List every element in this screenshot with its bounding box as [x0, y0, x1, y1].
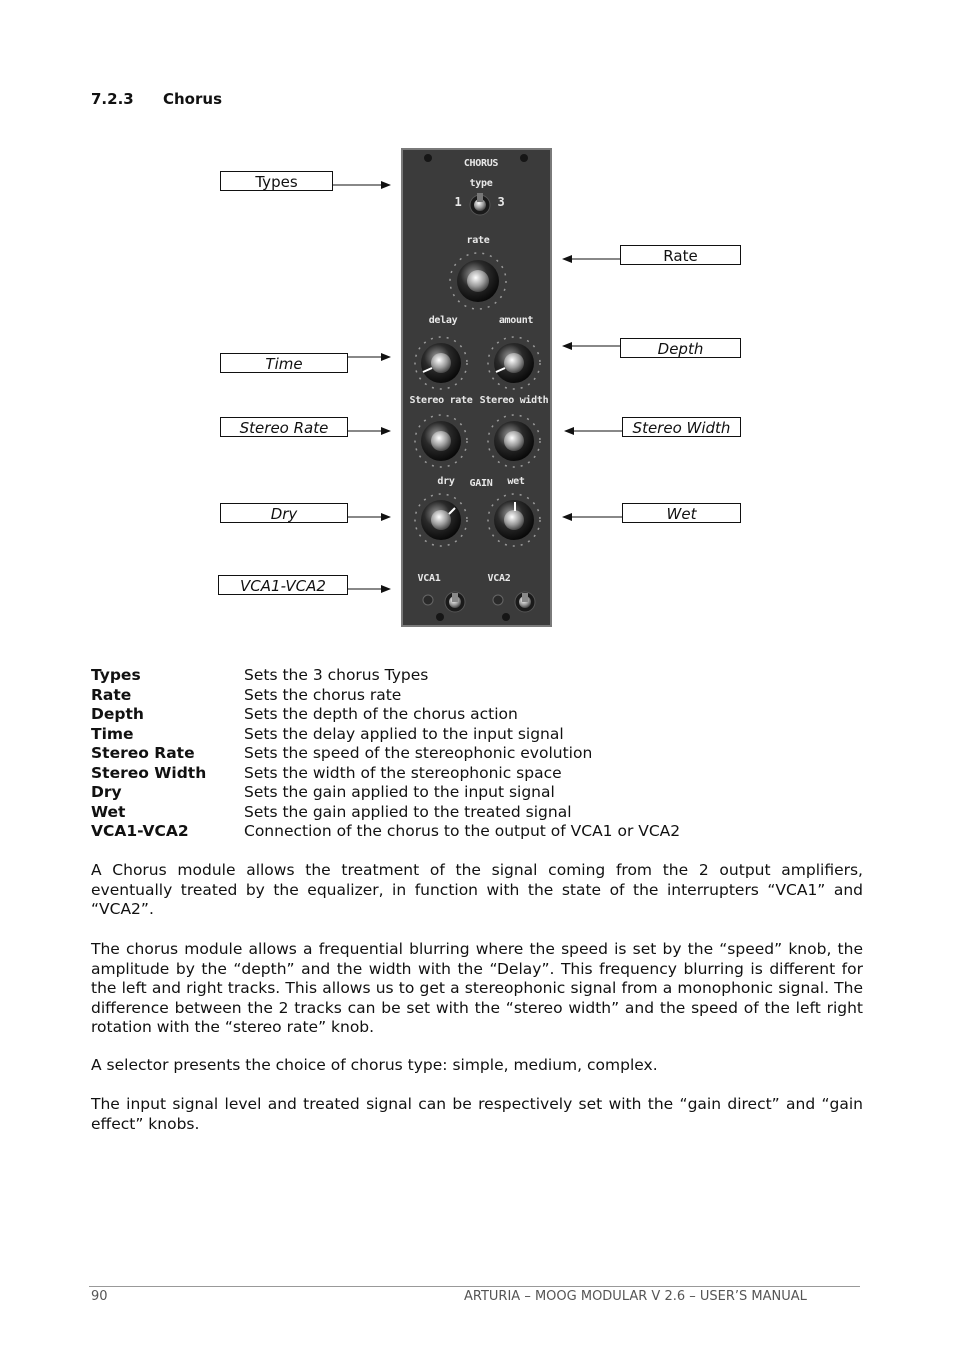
callout-depth: Depth	[620, 338, 741, 358]
definition-row	[91, 764, 680, 784]
definition-row	[91, 783, 680, 803]
definition-row	[91, 822, 680, 842]
footer-title: ARTURIA – MOOG MODULAR V 2.6 – USER’S MANUAL	[464, 1289, 807, 1304]
definition-term: Types	[91, 666, 141, 684]
definition-desc: Sets the gain applied to the input signal	[244, 783, 555, 801]
callout-rate: Rate	[620, 245, 741, 265]
gain-label: GAIN	[469, 478, 493, 489]
definition-row	[91, 705, 680, 725]
definition-row	[91, 725, 680, 745]
callout-dry: Dry	[220, 503, 348, 523]
definition-desc: Sets the 3 chorus Types	[244, 666, 429, 684]
definition-desc: Connection of the chorus to the output of VCA1 or VCA2	[244, 822, 681, 840]
paragraph-chorus-treatment: A Chorus module allows the treatment of the signal coming from the 2 output amplifiers, eventually treated by the equalizer, in function with the state of the interrupters “VCA1” and “VCA2”.	[91, 861, 863, 919]
rate-label: rate	[466, 235, 490, 246]
module-title: CHORUS	[463, 158, 499, 169]
wet-label: wet	[507, 476, 525, 487]
definition-desc: Sets the speed of the stereophonic evolution	[244, 744, 593, 762]
stereo-rate-label: Stereo rate	[409, 395, 473, 406]
section-number: 7.2.3	[91, 90, 134, 108]
definitions-list	[91, 666, 680, 842]
stereo-width-label: Stereo width	[479, 395, 549, 406]
vca2-label: VCA2	[487, 573, 511, 584]
paragraph-frequential-blurring: The chorus module allows a frequential blurring where the speed is set by the “speed” knob, the amplitude by the “depth” and the width with the “Delay”. This frequency blurring is different for the left and right tracks. This allows us to get a stereophonic signal from a monophonic signal. The difference between the 2 tracks can be set with the “stereo width” and the speed of the left right rotation with the “stereo rate” knob.	[91, 940, 863, 1037]
definition-desc: Sets the width of the stereophonic space	[244, 763, 562, 782]
type-pos1-label: 1	[454, 195, 462, 209]
page-number: 90	[91, 1289, 108, 1304]
dry-label: dry	[437, 476, 455, 487]
callout-vca: VCA1-VCA2	[218, 575, 348, 595]
type-pos3-label: 3	[497, 195, 505, 209]
definition-row	[91, 686, 680, 706]
vca1-label: VCA1	[417, 573, 441, 584]
definition-term: Rate	[91, 685, 132, 704]
definition-term: Dry	[91, 783, 122, 801]
definition-term: Time	[91, 724, 134, 743]
definition-term: Depth	[91, 705, 144, 723]
definition-term: Stereo Width	[91, 763, 207, 782]
type-label: type	[469, 178, 493, 189]
callout-wet: Wet	[622, 503, 741, 523]
delay-label: delay	[428, 315, 458, 326]
paragraph-gain: The input signal level and treated signal can be respectively set with the “gain direct” and “gain effect” knobs.	[91, 1095, 863, 1133]
definition-row	[91, 744, 680, 764]
definition-term: Stereo Rate	[91, 744, 195, 762]
definition-desc: Sets the delay applied to the input signal	[244, 724, 564, 743]
definition-desc: Sets the gain applied to the treated signal	[244, 802, 572, 821]
callout-types: Types	[220, 171, 333, 191]
definition-desc: Sets the depth of the chorus action	[244, 705, 518, 723]
callout-time: Time	[220, 353, 348, 373]
callout-stereo-width: Stereo Width	[622, 417, 741, 437]
definition-row	[91, 666, 680, 686]
definition-term: Wet	[91, 802, 126, 821]
callout-stereo-rate: Stereo Rate	[220, 417, 348, 437]
paragraph-selector: A selector presents the choice of chorus type: simple, medium, complex.	[91, 1056, 658, 1074]
definition-row	[91, 803, 680, 823]
definition-term: VCA1-VCA2	[91, 822, 189, 840]
footer-divider	[89, 1286, 860, 1287]
definition-desc: Sets the chorus rate	[244, 685, 402, 704]
section-title: Chorus	[163, 90, 222, 108]
amount-label: amount	[498, 315, 534, 326]
